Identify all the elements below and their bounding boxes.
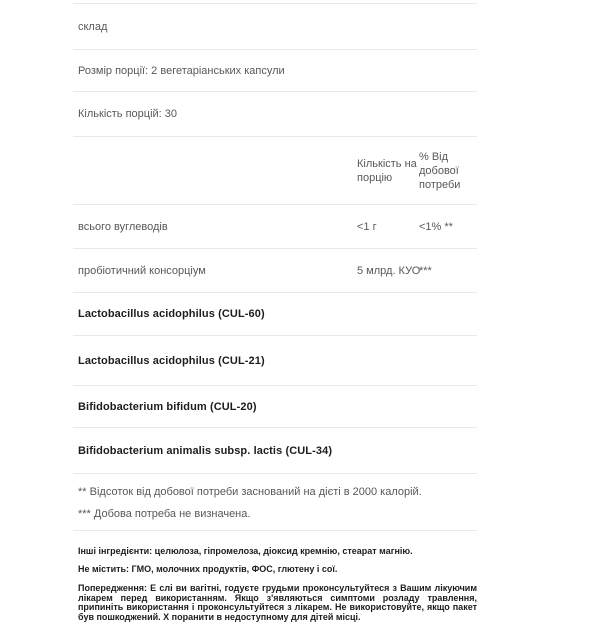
strain-row — [73, 385, 477, 427]
nutrient-name: всього вуглеводів — [78, 220, 168, 233]
amount-column-header — [357, 157, 419, 185]
nutrient-amount: <1 г — [357, 220, 377, 233]
strain-name: Lactobacillus acidophilus (CUL-21) — [78, 354, 265, 367]
servings-count-text: Кількість порцій: 30 — [78, 108, 178, 120]
table-header-row — [73, 136, 477, 204]
dv-header-line-3: потреби — [419, 178, 461, 191]
dv-header-line-2: добової — [419, 164, 459, 177]
servings-count-row — [73, 91, 477, 136]
serving-size-text: Розмір порції: 2 вегетаріанських капсули — [78, 64, 285, 77]
supplement-facts-panel — [73, 3, 477, 622]
other-ingredients-text: Інші інгредієнти: целюлоза, гіпромелоза, діоксид кремнію, стеарат магнію. — [78, 546, 413, 556]
nutrient-row-probiotic — [73, 248, 477, 292]
section-title-row — [73, 3, 477, 49]
serving-size-row — [73, 49, 477, 91]
strain-name: Bifidobacterium animalis subsp. lactis (CUL-34) — [78, 444, 333, 457]
nutrient-amount: 5 млрд. КУО — [357, 264, 421, 277]
footnote-not-established: *** Добова потреба не визначена. — [78, 508, 251, 520]
free-of-text: Не містить: ГМО, молочних продуктів, ФОС, глютену і сої. — [78, 564, 338, 574]
ingredients-warning-block — [73, 531, 477, 622]
nutrient-name: пробіотичний консорціум — [78, 264, 206, 277]
dv-header-line-1: % Від — [419, 150, 449, 163]
nutrient-dv: <1% ** — [419, 220, 453, 233]
footnotes-block — [73, 473, 477, 531]
footnote-daily-value: ** Відсоток від добової потреби заснований на дієті в 2000 калорій. — [78, 486, 422, 498]
warning-text: Попередження: Е слі ви вагітні, годуєте грудьми проконсультуйтеся з Вашим лікуючим лікарем перед використанням. Якщо з'являються симптоми розладу травлення, припиніть використання і проконсультуйтеся з лікарем. Не використовуйте, якщо пакет був пошкоджений. Х поранити в недоступному для дітей місці. — [78, 583, 477, 622]
strain-name: Lactobacillus acidophilus (CUL-60) — [78, 308, 265, 320]
strain-row — [73, 427, 477, 473]
strain-row — [73, 292, 477, 335]
strain-name: Bifidobacterium bifidum (CUL-20) — [78, 400, 257, 413]
nutrient-dv: *** — [419, 264, 432, 277]
dv-column-header — [419, 150, 477, 192]
strain-row — [73, 335, 477, 385]
nutrient-row-carbs — [73, 204, 477, 248]
section-title: склад — [78, 20, 108, 33]
amount-header-line-2: порцію — [357, 171, 393, 184]
amount-header-line-1: Кількість на — [357, 157, 417, 170]
